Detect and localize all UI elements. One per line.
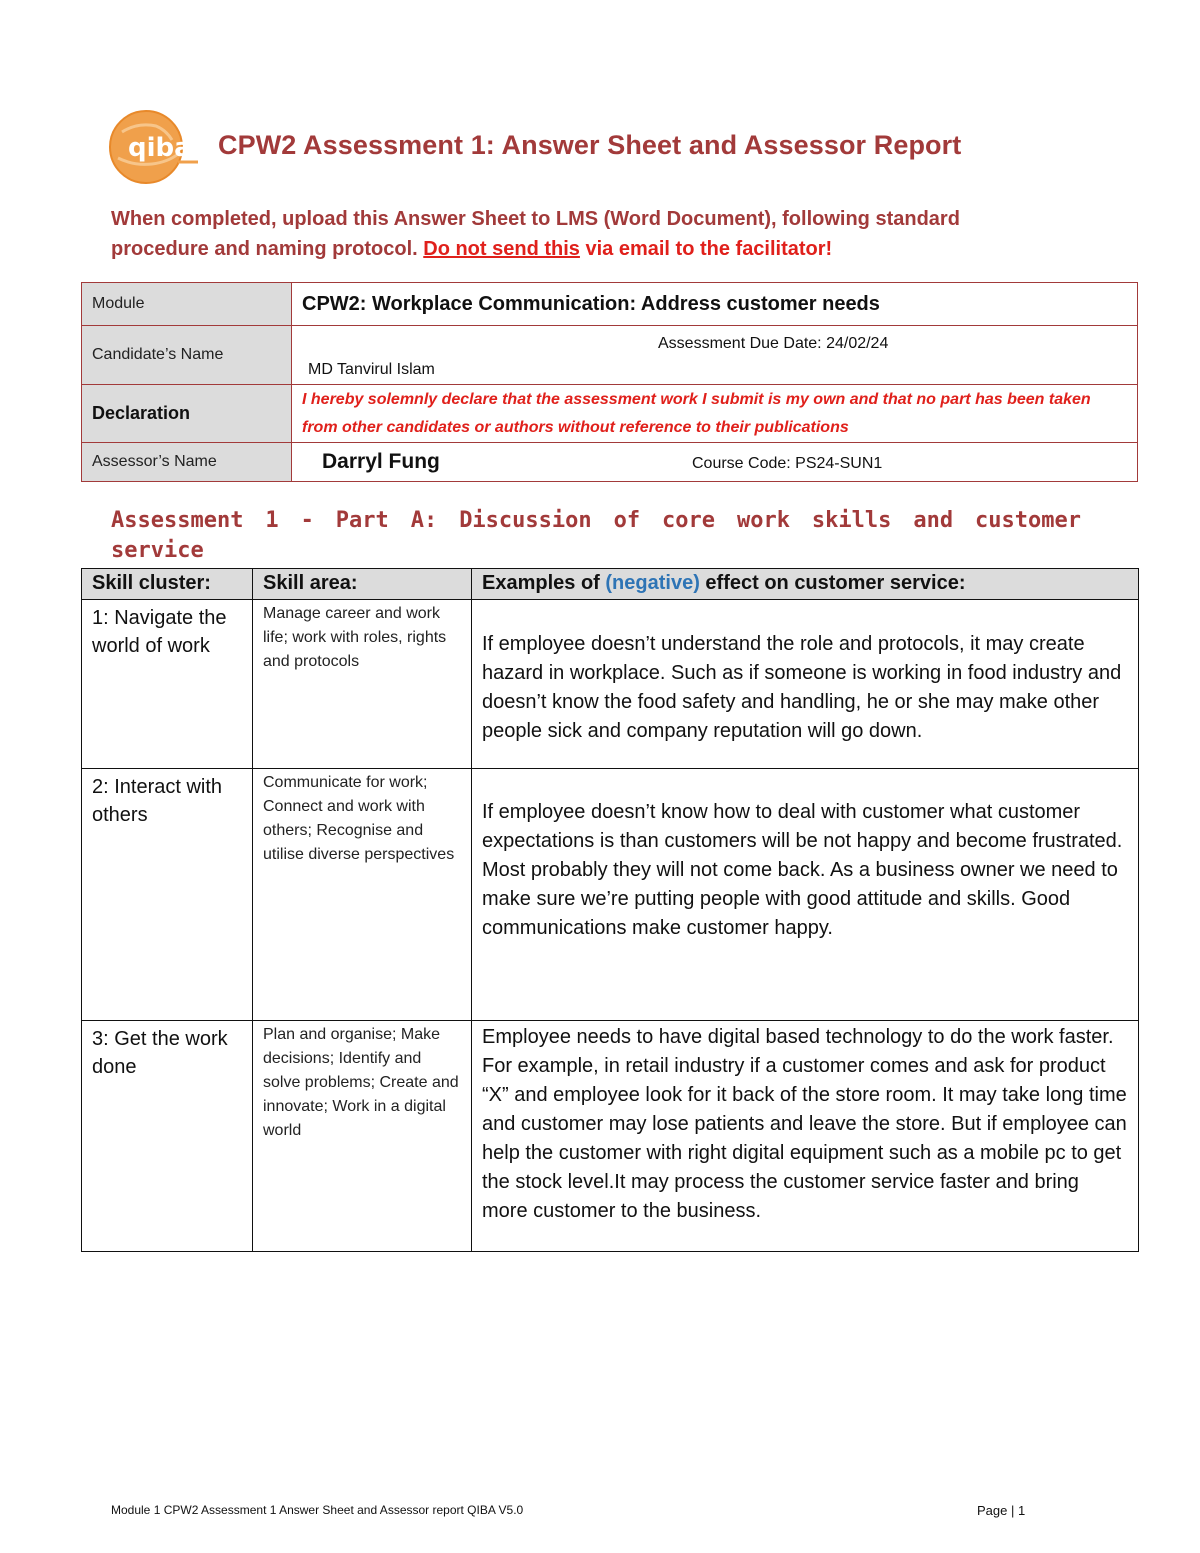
instructions-warning-underlined: Do not send this xyxy=(423,238,580,260)
document-title: CPW2 Assessment 1: Answer Sheet and Assessor Report xyxy=(218,130,962,160)
assessor-name: Darryl Fung xyxy=(322,450,440,473)
skill-area: Manage career and work life; work with roles, rights and protocols xyxy=(253,600,472,769)
header-examples-pre: Examples of xyxy=(482,572,606,594)
candidate-name: MD Tanvirul Islam xyxy=(308,361,435,378)
instructions-warning xyxy=(423,238,832,260)
qiba-logo xyxy=(108,108,200,186)
header-skill-area: Skill area: xyxy=(253,569,472,600)
info-table xyxy=(81,282,1138,482)
declaration-label: Declaration xyxy=(92,403,191,423)
table-row xyxy=(82,769,1139,1021)
footer-document-info: Module 1 CPW2 Assessment 1 Answer Sheet and Assessor report QIBA V5.0 xyxy=(111,1503,524,1517)
declaration-row xyxy=(82,385,1138,443)
section-heading: Assessment 1 - Part A: Discussion of core work skills and customer service xyxy=(111,508,1081,563)
assessor-label: Assessor’s Name xyxy=(82,443,292,482)
skill-area: Plan and organise; Make decisions; Identify and solve problems; Create and innovate; Work in a digital world xyxy=(253,1021,472,1252)
assessor-row xyxy=(82,443,1138,482)
header-examples-post: effect on customer service: xyxy=(699,572,966,594)
skill-example: If employee doesn’t understand the role and protocols, it may create hazard in workplace. Such as if someone is working in food industry and doesn’t know the food safety and handling, he or she may make other people sick and company reputation will go down. xyxy=(472,600,1139,769)
table-row xyxy=(82,1021,1139,1252)
module-cell xyxy=(292,283,1138,326)
module-label: Module xyxy=(82,283,292,326)
upload-instructions xyxy=(111,204,1051,264)
candidate-cell xyxy=(292,326,1138,385)
svg-text:qiba: qiba xyxy=(128,133,192,163)
assessor-cell xyxy=(292,443,1138,482)
skill-cluster: 2: Interact with others xyxy=(82,769,253,1021)
skill-cluster: 3: Get the work done xyxy=(82,1021,253,1252)
skill-example: Employee needs to have digital based technology to do the work faster. For example, in retail industry if a customer comes and ask for product “X” and employee look for it back of the store room. It may take long time and customer may lose patients and leave the store. But if employee can help the customer with right digital equipment such as a mobile pc to get the stock level.It may process the customer service faster and bring more customer to the business. xyxy=(472,1021,1139,1252)
candidate-row xyxy=(82,326,1138,385)
skill-cluster: 1: Navigate the world of work xyxy=(82,600,253,769)
skill-area: Communicate for work; Connect and work with others; Recognise and utilise diverse perspectives xyxy=(253,769,472,1021)
instructions-main: When completed, upload this Answer Sheet to LMS (Word Document), following standard procedure and naming protocol. xyxy=(111,208,960,260)
skills-table xyxy=(81,568,1139,1252)
skills-header-row xyxy=(82,569,1139,600)
table-row xyxy=(82,600,1139,769)
header-examples-negative: (negative) xyxy=(605,572,700,594)
course-code: Course Code: PS24-SUN1 xyxy=(692,455,883,472)
header-examples xyxy=(472,569,1139,600)
skill-example: If employee doesn’t know how to deal with customer what customer expectations is than customers will be not happy and become frustrated. Most probably they will not come back. As a business owner we need to make sure we’re putting people with good attitude and skills. Good communications make customer happy. xyxy=(472,769,1139,1021)
candidate-label: Candidate’s Name xyxy=(82,326,292,385)
module-row xyxy=(82,283,1138,326)
declaration-text: I hereby solemnly declare that the assessment work I submit is my own and that no part has been taken from other candidates or authors without reference to their publications xyxy=(292,385,1138,443)
declaration-label-cell xyxy=(82,385,292,443)
module-value: CPW2: Workplace Communication: Address customer needs xyxy=(302,292,880,315)
instructions-warning-rest: via email to the facilitator! xyxy=(579,238,833,260)
due-date: Assessment Due Date: 24/02/24 xyxy=(658,335,889,352)
header-skill-cluster: Skill cluster: xyxy=(82,569,253,600)
footer-page-number: Page | 1 xyxy=(977,1503,1026,1518)
